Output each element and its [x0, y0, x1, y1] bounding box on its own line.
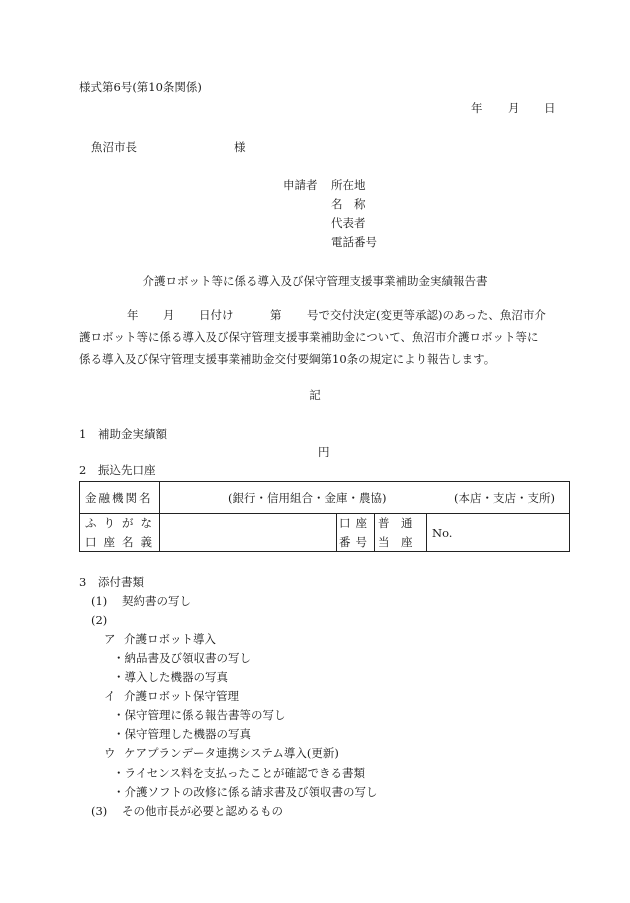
account-number-label-top: 口座 [339, 516, 372, 530]
applicant-field-phone: 電話番号 [331, 235, 377, 249]
applicant-field-representative: 代表者 [331, 216, 366, 230]
addressee-name: 魚沼市長 [91, 140, 137, 154]
section1-number: 1 [79, 427, 87, 441]
sub-a-bullet-2: ・導入した機器の写真 [113, 670, 228, 684]
body-no-prefix: 第 [270, 308, 282, 322]
account-type-current: 当 座 [378, 535, 413, 549]
body-no-suffix: 号で交付決定(変更等承認)のあった、魚沼市介 [307, 308, 546, 322]
body-line-3: 係る導入及び保守管理支援事業補助金交付要綱第10条の規定により報告します。 [79, 352, 496, 366]
attach-item-3-text: その他市長が必要と認めるもの [122, 804, 283, 818]
attach-item-3-num: (3) [91, 804, 108, 818]
date-month-label: 月 [508, 101, 520, 115]
date-day-label: 日 [544, 101, 556, 115]
section2-number: 2 [79, 463, 87, 477]
account-number-prefix: No. [432, 526, 453, 540]
section3-number: 3 [79, 575, 87, 589]
bank-name-label: 金融機関名 [85, 491, 153, 505]
sub-a-mark: ア [104, 632, 116, 646]
sub-i-bullet-2: ・保守管理した機器の写真 [113, 727, 251, 741]
attach-item-1-num: (1) [91, 594, 108, 608]
ki-heading: 記 [309, 388, 321, 402]
sub-a-bullet-1: ・納品書及び領収書の写し [113, 651, 251, 665]
sub-u-bullet-2: ・介護ソフトの改修に係る請求書及び領収書の写し [113, 785, 378, 799]
bank-account-table [79, 481, 570, 552]
furigana-label: ふりがな [85, 516, 159, 530]
attach-item-1-text: 契約書の写し [122, 594, 191, 608]
addressee-honorific: 様 [234, 140, 246, 154]
bank-branch-options: (本店・支店・支所) [454, 491, 555, 505]
bank-type-options: (銀行・信用組合・金庫・農協) [228, 491, 387, 505]
sub-u-bullet-1: ・ライセンス料を支払ったことが確認できる書類 [113, 766, 365, 780]
section3-label: 添付書類 [98, 575, 144, 589]
account-number-label-bottom: 番号 [339, 535, 372, 549]
section1-unit: 円 [318, 445, 330, 459]
document-title: 介護ロボット等に係る導入及び保守管理支援事業補助金実績報告書 [142, 274, 488, 288]
account-type-ordinary: 普 通 [378, 516, 413, 530]
applicant-field-name: 名 称 [331, 197, 366, 211]
sub-a-title: 介護ロボット導入 [124, 632, 216, 646]
section1-label: 補助金実績額 [98, 427, 167, 441]
body-day-suffix: 日付け [199, 308, 234, 322]
section2-label: 振込先口座 [98, 463, 156, 477]
attach-item-2-num: (2) [91, 613, 108, 627]
applicant-label: 申請者 [283, 178, 318, 192]
body-line-2: 護ロボット等に係る導入及び保守管理支援事業補助金について、魚沼市介護ロボット等に [79, 330, 539, 344]
applicant-field-address: 所在地 [331, 178, 366, 192]
sub-i-mark: イ [104, 689, 116, 703]
body-year: 年 [127, 308, 139, 322]
date-year-label: 年 [471, 101, 483, 115]
form-number: 様式第6号(第10条関係) [79, 80, 202, 94]
account-holder-label: 口座名義 [85, 535, 159, 549]
body-month: 月 [163, 308, 175, 322]
sub-u-mark: ウ [104, 746, 116, 760]
sub-u-title: ケアプランデータ連携システム導入(更新) [124, 746, 339, 760]
sub-i-title: 介護ロボット保守管理 [124, 689, 239, 703]
sub-i-bullet-1: ・保守管理に係る報告書等の写し [113, 708, 286, 722]
